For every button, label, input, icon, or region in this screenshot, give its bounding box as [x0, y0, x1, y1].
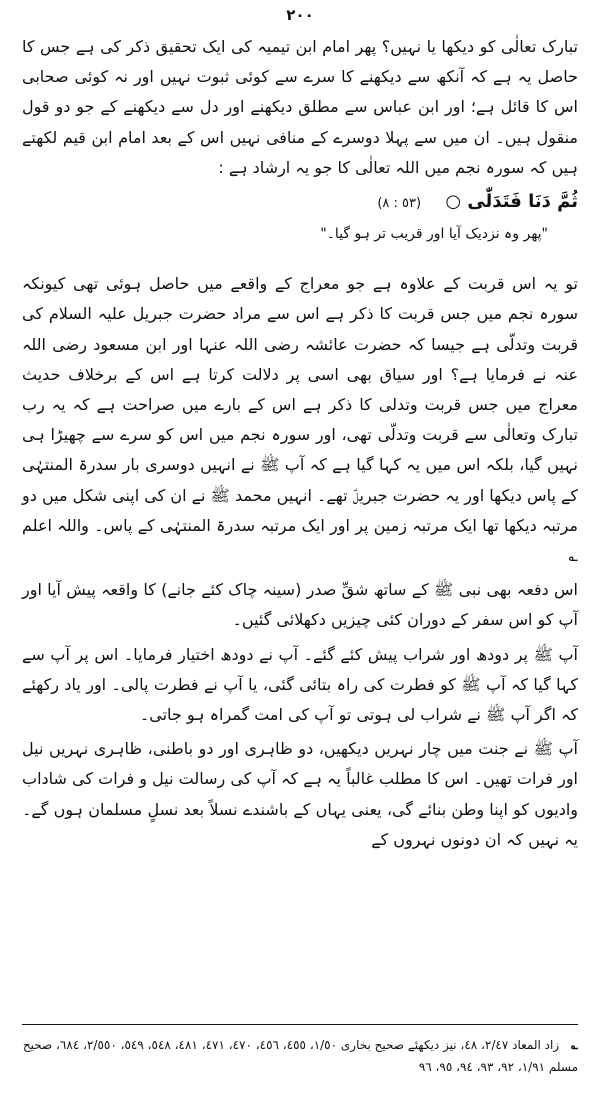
footnote-divider	[22, 1024, 578, 1025]
footnote-marker: ؎	[570, 1038, 578, 1052]
paragraph-4: آپ ﷺ پر دودھ اور شراب پیش کئے گئے۔ آپ نے دودھ اختیار فرمایا۔ اس پر آپ سے کہا گیا کہ آپ ﷺ کو فطرت کی راہ بتائی گئی، یا آپ نے فطرت پالی۔ اور یاد رکھئے کہ اگر آپ ﷺ نے شراب لی ہوتی تو آپ کی امت گمراہ ہو جاتی۔	[22, 644, 578, 725]
paragraph-3: اس دفعہ بھی نبی ﷺ کے ساتھ شقِّ صدر (سینہ چاک کئے جانے) کا واقعہ پیش آیا اور آپ کو اس سفر کے دوران کئی چیزیں دکھلائی گئیں۔	[22, 580, 578, 630]
footnote-text: زاد المعاد ٢/٤٧، ٤٨، نیز دیکھئے صحیح بخاری ١/٥٠، ٤٥٥، ٤٥٦، ٤٧٠، ٤٧١، ٤٨١، ٥٤٨، ٥٤٩، ٢/٥٥٠، ٦٨٤، صحیح مسلم ١/٩١، ٩٢، ٩٣، ٩٤، ٩٥، ٩٦	[22, 1038, 578, 1074]
verse-translation: "پھر وہ نزدیک آیا اور قریب تر ہو گیا۔"	[320, 226, 548, 243]
quran-verse-reference: (٥٣ : ٨)	[377, 196, 422, 212]
page-number: ٢٠٠	[286, 6, 314, 24]
paragraph-2: تو یہ اس قربت کے علاوہ ہے جو معراج کے واقعے میں حاصل ہوئی تھی کیونکہ سورہ نجم میں جس قربت کا ذکر ہے اس سے مراد حضرت جبریل علیہ السلام کی قربت وتدلّی ہے جیسا کہ حضرت عائشہ رضی اللہ عنہا اور ابن مسعود رضی اللہ عنہ نے فرمایا ہے؟ اور سیاق بھی اسی پر دلالت کرتا ہے اس کے برخلاف حدیث معراج میں جس قربت وتدلی کا ذکر ہے اس کے بارے میں صراحت ہے کہ یہ رب تبارک وتعالٰی سے قربت وتدلّی تھی، اور سورہ نجم میں اس کو سرے سے چھیڑا ہی نہیں گیا، بلکہ اس میں یہ کہا گیا ہے کہ آپ ﷺ نے انہیں دوسری بار سدرۃ المنتہٰی کے پاس دیکھا اور یہ حضرت جبریلؑ تھے۔ انہیں محمد ﷺ نے ان کی اپنی شکل میں دو مرتبہ دیکھا تھا ایک مرتبہ زمین پر اور ایک مرتبہ سدرۃ المنتہٰی کے پاس۔ واللہ اعلم ؎	[22, 274, 578, 566]
quran-verse-text: ثُمَّ دَنَا فَتَدَلّٰی ○	[445, 191, 578, 213]
quran-verse	[22, 187, 578, 219]
footnote	[22, 1034, 578, 1078]
main-text	[22, 32, 578, 859]
paragraph-5: آپ ﷺ نے جنت میں چار نہریں دیکھیں، دو ظاہری اور دو باطنی، ظاہری نہریں نیل اور فرات تھیں۔ اس کا مطلب غالباً یہ ہے کہ آپ کی رسالت نیل و فرات کی شاداب وادیوں کو اپنا وطن بنائے گی، یعنی یہاں کے باشندے نسلاً بعد نسلٍ مسلمان ہوں گے۔ یہ نہیں کہ ان دونوں نہروں کے	[22, 739, 578, 849]
paragraph-1: تبارک تعالٰی کو دیکھا یا نہیں؟ پھر امام ابن تیمیہ کی ایک تحقیق ذکر کی ہے جس کا حاصل یہ ہے کہ آنکھ سے دیکھنے کا سرے سے کوئی ثبوت نہیں اور نہ کوئی صحابی اس کا قائل ہے؛ اور ابن عباس سے مطلق دیکھنے اور دل سے دیکھنے کے جو دو قول منقول ہیں۔ ان میں سے پہلا دوسرے کے منافی نہیں اس کے بعد امام ابن قیم لکھتے ہیں کہ سورہ نجم میں اللہ تعالٰی کا جو یہ ارشاد ہے :	[22, 37, 578, 177]
